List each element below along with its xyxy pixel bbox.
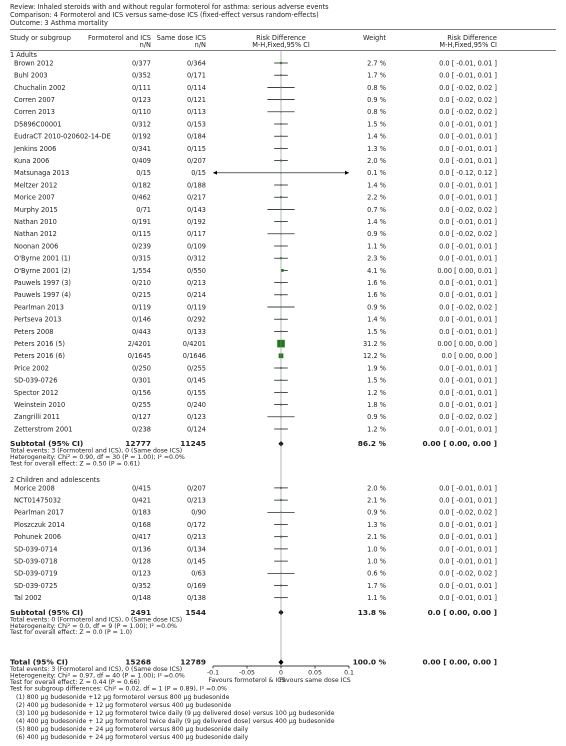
study-exp-events: 0/352 (131, 581, 151, 590)
study-exp-events: 0/341 (131, 144, 151, 153)
study-ci: 0.0 [ -0.02, 0.02 ] (439, 413, 497, 422)
study-name: EudraCT 2010-020602-14-DE (14, 132, 111, 141)
total-note: Test for overall effect: Z = 0.44 (P = 0.66) (10, 679, 140, 686)
study-ci: 0.0 [ -0.01, 0.01 ] (439, 120, 497, 129)
study-name: Zetterstrom 2001 (14, 425, 73, 434)
study-ci: 0.0 [ -0.01, 0.01 ] (439, 425, 497, 434)
study-weight: 1.1 % (367, 594, 386, 603)
study-name: Murphy 2015 (14, 205, 58, 214)
study-ci: 0.0 [ -0.01, 0.01 ] (439, 545, 497, 554)
study-ctrl-events: 0/217 (186, 193, 206, 202)
footnote-4: (4) 400 μg budesonide + 12 μg formoterol twice daily (9 μg delivered dose) versus 400 μg budesonide (16, 718, 335, 725)
study-exp-events: 0/250 (131, 364, 151, 373)
summary-ci: 0.00 [ 0.00, 0.00 ] (422, 657, 497, 667)
study-weight: 0.7 % (367, 205, 386, 214)
study-ctrl-events: 0/138 (186, 594, 206, 603)
study-ci: 0.0 [ -0.01, 0.01 ] (439, 388, 497, 397)
summary-ctrl-total: 11245 (180, 439, 206, 449)
study-name: Morice 2007 (14, 193, 55, 202)
study-weight: 2.1 % (367, 533, 386, 542)
study-weight: 1.9 % (367, 364, 386, 373)
study-ctrl-events: 0/171 (186, 71, 206, 80)
col-header-exp-n: n/N (139, 41, 151, 49)
study-ctrl-events: 0/145 (186, 557, 206, 566)
study-exp-events: 0/156 (131, 388, 151, 397)
study-exp-events: 0/191 (131, 218, 151, 226)
study-weight: 0.6 % (367, 569, 386, 578)
study-weight: 1.3 % (367, 520, 386, 529)
study-ci: 0.0 [ -0.02, 0.02 ] (439, 230, 497, 239)
summary-label: Total (95% CI) (10, 657, 68, 667)
summary-ci: 0.0 [ 0.00, 0.00 ] (427, 607, 497, 617)
study-ctrl-events: 0/213 (186, 533, 206, 542)
study-ctrl-events: 0/123 (186, 413, 206, 422)
comparison-title: Comparison: 4 Formoterol and ICS versus same-dose ICS (fixed-effect versus random-effects) (10, 11, 319, 19)
study-ctrl-events: 0/312 (186, 254, 206, 263)
footnote-3: (3) 100 μg budesonide + 12 μg formoterol twice daily (9 μg delivered dose) versus 100 μg budesonide (16, 710, 335, 717)
study-exp-events: 0/119 (131, 303, 151, 312)
study-ci: 0.0 [ -0.01, 0.01 ] (439, 157, 497, 165)
study-name: Peters 2008 (14, 327, 54, 336)
summary-exp-total: 15268 (125, 657, 151, 667)
subgroup-title: 1 Adults (10, 51, 37, 59)
study-weight: 2.0 % (367, 157, 386, 165)
study-ci: 0.0 [ -0.01, 0.01 ] (439, 71, 497, 80)
study-ci: 0.0 [ -0.02, 0.02 ] (439, 205, 497, 214)
study-exp-events: 0/352 (131, 71, 151, 80)
study-name: D5896C00001 (14, 120, 62, 129)
study-name: Price 2002 (14, 364, 49, 373)
study-ci: 0.0 [ -0.01, 0.01 ] (439, 581, 497, 590)
study-name: NCT01475032 (14, 496, 62, 505)
study-name: SD-039-0714 (14, 545, 58, 554)
study-ctrl-events: 0/172 (186, 520, 206, 529)
study-ci: 0.0 [ -0.01, 0.01 ] (439, 484, 497, 493)
study-weight: 0.8 % (367, 108, 386, 117)
study-exp-events: 0/421 (131, 496, 151, 505)
study-weight: 1.4 % (367, 181, 386, 190)
footnote-2: (2) 400 μg budesonide + 12 μg formoterol versus 400 μg budesonide (16, 702, 232, 709)
study-exp-events: 0/301 (131, 376, 151, 385)
study-name: Peters 2016 (6) (14, 352, 65, 361)
study-ctrl-events: 0/188 (186, 181, 206, 190)
summary-weight: 13.8 % (357, 607, 386, 617)
study-exp-events: 0/192 (131, 132, 151, 141)
study-ctrl-events: 0/124 (186, 425, 206, 434)
study-ctrl-events: 0/292 (186, 315, 206, 324)
study-weight: 2.3 % (367, 254, 386, 263)
study-ci: 0.0 [ -0.01, 0.01 ] (439, 376, 497, 385)
study-name: SD-039-0726 (14, 376, 58, 385)
summary-exp-total: 2491 (130, 607, 151, 617)
study-ci: 0.0 [ -0.01, 0.01 ] (439, 181, 497, 190)
study-weight: 1.2 % (367, 388, 386, 397)
study-weight: 2.1 % (367, 496, 386, 505)
subgroup-note: Total events: 3 (Formoterol and ICS), 0 (Same dose ICS) (10, 447, 183, 455)
study-exp-events: 0/417 (131, 533, 151, 542)
study-ci: 0.0 [ -0.01, 0.01 ] (439, 218, 497, 226)
col-header-rd: Risk Difference (256, 34, 306, 42)
study-name: O'Byrne 2001 (2) (14, 266, 71, 275)
study-name: Matsunaga 2013 (14, 169, 70, 178)
study-weight: 0.1 % (367, 169, 386, 178)
study-name: SD-039-0725 (14, 581, 58, 590)
col-header-exp: Formoterol and ICS (87, 34, 151, 42)
study-ctrl-events: 0/364 (186, 59, 206, 68)
study-exp-events: 0/127 (131, 413, 151, 422)
study-weight: 2.7 % (367, 59, 386, 68)
study-ci: 0.0 [ -0.01, 0.01 ] (439, 557, 497, 566)
study-weight: 4.1 % (367, 266, 386, 275)
study-name: Spector 2012 (14, 388, 59, 397)
study-weight: 1.5 % (367, 327, 386, 336)
study-name: SD-039-0718 (14, 557, 58, 566)
study-weight: 1.3 % (367, 144, 386, 153)
study-ci: 0.0 [ -0.01, 0.01 ] (439, 520, 497, 529)
study-weight: 1.4 % (367, 315, 386, 324)
study-weight: 1.4 % (367, 132, 386, 141)
study-ci: 0.0 [ -0.01, 0.01 ] (439, 533, 497, 542)
study-ci: 0.0 [ 0.00, 0.00 ] (441, 352, 497, 361)
study-ctrl-events: 0/145 (186, 376, 206, 385)
study-ctrl-events: 0/255 (186, 364, 206, 373)
study-ctrl-events: 0/207 (186, 157, 206, 165)
study-weight: 0.9 % (367, 96, 386, 104)
study-ctrl-events: 0/207 (186, 484, 206, 493)
study-exp-events: 2/4201 (127, 340, 151, 348)
study-exp-events: 0/215 (131, 291, 151, 300)
study-name: Pauwels 1997 (4) (14, 291, 71, 300)
study-name: Morice 2008 (14, 484, 55, 493)
study-ci: 0.0 [ -0.02, 0.02 ] (439, 508, 497, 517)
col-header-weight: Weight (363, 34, 386, 42)
study-ci: 0.0 [ -0.02, 0.02 ] (439, 83, 497, 92)
study-exp-events: 0/312 (131, 120, 151, 129)
study-weight: 0.8 % (367, 83, 386, 92)
study-name: SD-039-0719 (14, 569, 58, 578)
study-ci: 0.0 [ -0.01, 0.01 ] (439, 242, 497, 251)
study-name: Brown 2012 (14, 59, 54, 68)
study-ci: 0.0 [ -0.01, 0.01 ] (439, 401, 497, 409)
study-ctrl-events: 0/213 (186, 496, 206, 505)
study-name: Corren 2013 (14, 108, 55, 117)
study-ctrl-events: 0/113 (186, 108, 206, 117)
study-exp-events: 0/123 (131, 569, 151, 578)
study-ci: 0.0 [ -0.01, 0.01 ] (439, 364, 497, 373)
study-ci: 0.0 [ -0.01, 0.01 ] (439, 279, 497, 287)
study-exp-events: 0/255 (131, 401, 151, 409)
study-ctrl-events: 0/240 (186, 401, 206, 409)
study-name: Corren 2007 (14, 96, 55, 104)
col-header-rd-method: M-H,Fixed,95% CI (252, 41, 310, 49)
study-name: Pearlman 2017 (14, 508, 64, 517)
study-ctrl-events: 0/213 (186, 279, 206, 287)
study-name: Tal 2002 (14, 594, 42, 603)
footnote-1: (1) 800 μg budesonide +12 μg formoterol versus 800 μg budesonide (16, 694, 230, 701)
study-effect-marker (281, 269, 284, 272)
study-exp-events: 0/15 (136, 169, 151, 178)
study-exp-events: 0/146 (131, 315, 151, 324)
col-header-study: Study or subgroup (10, 34, 71, 42)
ci-arrow-left (213, 171, 217, 175)
study-weight: 1.0 % (367, 545, 386, 554)
study-ctrl-events: 0/117 (186, 230, 206, 239)
summary-label: Subtotal (95% CI) (10, 439, 84, 449)
study-ci: 0.0 [ -0.01, 0.01 ] (439, 594, 497, 603)
study-ctrl-events: 0/143 (186, 205, 206, 214)
summary-weight: 86.2 % (357, 439, 386, 449)
study-name: Pertseva 2013 (14, 315, 62, 324)
study-name: O'Byrne 2001 (1) (14, 254, 71, 263)
study-ctrl-events: 0/114 (186, 83, 206, 92)
study-ctrl-events: 0/134 (186, 545, 206, 554)
study-ctrl-events: 0/119 (186, 303, 206, 312)
subgroup-note: Heterogeneity: Chi² = 0.90, df = 30 (P = 1.00); I² =0.0% (10, 454, 185, 462)
study-weight: 1.6 % (367, 291, 386, 300)
summary-ctrl-total: 12789 (180, 657, 206, 667)
summary-diamond (279, 659, 284, 665)
summary-weight: 100.0 % (352, 657, 386, 667)
study-name: Noonan 2006 (14, 242, 59, 251)
study-exp-events: 0/183 (131, 508, 151, 517)
study-weight: 0.9 % (367, 508, 386, 517)
study-name: Buhl 2003 (14, 71, 48, 80)
study-name: Ploszczuk 2014 (14, 520, 65, 529)
study-exp-events: 1/554 (131, 266, 151, 275)
study-weight: 1.0 % (367, 557, 386, 566)
x-axis-tick-label: 0 (279, 669, 283, 677)
study-name: Weinstein 2010 (14, 401, 66, 409)
study-exp-events: 0/238 (131, 425, 151, 434)
study-name: Nathan 2010 (14, 218, 57, 226)
review-title: Review: Inhaled steroids with and without regular formoterol for asthma: serious adverse events (10, 3, 329, 11)
study-ci: 0.0 [ -0.01, 0.01 ] (439, 144, 497, 153)
study-ci: 0.0 [ -0.02, 0.02 ] (439, 303, 497, 312)
study-ci: 0.0 [ -0.12, 0.12 ] (439, 169, 497, 178)
study-weight: 1.5 % (367, 376, 386, 385)
study-ci: 0.0 [ -0.02, 0.02 ] (439, 569, 497, 578)
study-weight: 0.9 % (367, 230, 386, 239)
subgroup-note: Test for overall effect: Z = 0.0 (P = 1.0) (10, 629, 133, 637)
total-note: Test for subgroup differences: Chi² = 0.02, df = 1 (P = 0.89), I² =0.0% (10, 685, 227, 693)
study-weight: 1.7 % (367, 71, 386, 80)
study-name: Pohunek 2006 (14, 533, 62, 542)
study-exp-events: 0/1645 (127, 352, 151, 361)
study-ci: 0.0 [ -0.01, 0.01 ] (439, 496, 497, 505)
study-exp-events: 0/71 (136, 205, 151, 214)
col-header-rd-right-method: M-H,Fixed,95% CI (439, 41, 497, 49)
study-name: Pauwels 1997 (3) (14, 279, 71, 287)
study-weight: 31.2 % (362, 340, 386, 348)
study-exp-events: 0/110 (131, 108, 151, 117)
study-name: Nathan 2012 (14, 230, 57, 239)
study-exp-events: 0/210 (131, 279, 151, 287)
total-note: Heterogeneity: Chi² = 0.97, df = 40 (P = 1.00); I² =0.0% (10, 672, 185, 680)
study-ctrl-events: 0/1646 (182, 352, 206, 361)
study-exp-events: 0/182 (131, 181, 151, 190)
study-ctrl-events: 0/192 (186, 218, 206, 226)
summary-label: Subtotal (95% CI) (10, 607, 84, 617)
study-weight: 1.5 % (367, 120, 386, 129)
study-name: Kuna 2006 (14, 157, 50, 165)
col-header-rd-right: Risk Difference (447, 34, 497, 42)
study-exp-events: 0/443 (131, 327, 151, 336)
study-weight: 1.8 % (367, 401, 386, 409)
study-weight: 2.0 % (367, 484, 386, 493)
footnote-5: (5) 800 μg budesonide + 24 μg formoterol versus 800 μg budesonide daily (16, 726, 249, 733)
study-ctrl-events: 0/109 (186, 242, 206, 251)
study-exp-events: 0/415 (131, 484, 151, 493)
subgroup-note: Heterogeneity: Chi² = 0.0, df = 9 (P = 1.00); I² =0.0% (10, 622, 177, 630)
study-exp-events: 0/239 (131, 242, 151, 251)
study-exp-events: 0/128 (131, 557, 151, 566)
study-exp-events: 0/111 (131, 83, 151, 92)
col-header-ctrl: Same dose ICS (156, 34, 206, 42)
summary-exp-total: 12777 (125, 439, 151, 449)
study-ctrl-events: 0/214 (186, 291, 206, 300)
study-ci: 0.0 [ -0.01, 0.01 ] (439, 132, 497, 141)
study-weight: 2.2 % (367, 193, 386, 202)
study-exp-events: 0/315 (131, 254, 151, 263)
study-ctrl-events: 0/90 (191, 508, 206, 517)
study-ctrl-events: 0/550 (186, 266, 206, 275)
study-ctrl-events: 0/15 (191, 169, 206, 178)
study-exp-events: 0/115 (131, 230, 151, 239)
favours-left-label: Favours formoterol & ICS (208, 677, 286, 684)
footnote-6: (6) 400 μg budesonide + 24 μg formoterol versus 400 μg budesonide daily (16, 734, 249, 741)
study-name: Zangrilli 2011 (14, 413, 60, 422)
study-exp-events: 0/148 (131, 594, 151, 603)
study-exp-events: 0/123 (131, 96, 151, 104)
ci-arrow-right (345, 171, 349, 175)
study-exp-events: 0/168 (131, 520, 151, 529)
study-ctrl-events: 0/153 (186, 120, 206, 129)
study-weight: 1.7 % (367, 581, 386, 590)
summary-ctrl-total: 1544 (185, 607, 206, 617)
study-exp-events: 0/462 (131, 193, 151, 202)
study-ctrl-events: 0/133 (186, 327, 206, 336)
study-ci: 0.00 [ 0.00, 0.00 ] (437, 340, 497, 348)
study-weight: 1.6 % (367, 279, 386, 287)
study-exp-events: 0/136 (131, 545, 151, 554)
study-weight: 0.9 % (367, 413, 386, 422)
study-ctrl-events: 0/115 (186, 144, 206, 153)
study-ctrl-events: 0/169 (186, 581, 206, 590)
study-ci: 0.0 [ -0.01, 0.01 ] (439, 291, 497, 300)
study-ctrl-events: 0/63 (191, 569, 206, 578)
study-ci: 0.0 [ -0.01, 0.01 ] (439, 59, 497, 68)
study-weight: 1.1 % (367, 242, 386, 251)
total-note: Total events: 3 (Formoterol and ICS), 0 (Same dose ICS) (10, 666, 183, 674)
study-name: Chuchalin 2002 (14, 83, 66, 92)
study-ci: 0.0 [ -0.01, 0.01 ] (439, 327, 497, 336)
subgroup-note: Test for overall effect: Z = 0.50 (P = 0.61) (10, 460, 140, 468)
favours-right-label: Favours same dose ICS (279, 677, 351, 684)
study-ci: 0.0 [ -0.02, 0.02 ] (439, 96, 497, 104)
study-ctrl-events: 0/4201 (182, 340, 206, 348)
study-weight: 0.9 % (367, 303, 386, 312)
study-ctrl-events: 0/184 (186, 132, 206, 141)
summary-ci: 0.00 [ 0.00, 0.00 ] (422, 439, 497, 449)
study-ctrl-events: 0/121 (186, 96, 206, 104)
study-name: Peters 2016 (5) (14, 340, 65, 348)
x-axis-tick-label: 0.1 (344, 669, 354, 677)
study-ci: 0.0 [ -0.01, 0.01 ] (439, 315, 497, 324)
study-name: Pearlman 2013 (14, 303, 64, 312)
study-ci: 0.0 [ -0.01, 0.01 ] (439, 254, 497, 263)
x-axis-tick-label: -0.1 (206, 669, 220, 677)
study-weight: 12.2 % (362, 352, 386, 361)
subgroup-title: 2 Children and adolescents (10, 475, 100, 484)
x-axis-tick-label: 0.05 (308, 669, 322, 677)
study-exp-events: 0/409 (131, 157, 151, 165)
x-axis-tick-label: -0.05 (238, 669, 256, 677)
study-ctrl-events: 0/155 (186, 388, 206, 397)
col-header-ctrl-n: n/N (194, 41, 206, 49)
study-ci: 0.0 [ -0.02, 0.02 ] (439, 108, 497, 117)
subgroup-note: Total events: 0 (Formoterol and ICS), 0 (Same dose ICS) (10, 616, 183, 624)
study-name: Jenkins 2006 (14, 144, 57, 153)
study-ci: 0.00 [ 0.00, 0.01 ] (437, 266, 497, 275)
study-exp-events: 0/377 (131, 59, 151, 68)
study-name: Meltzer 2012 (14, 181, 58, 190)
outcome-title: Outcome: 3 Asthma mortality (10, 19, 108, 27)
study-ci: 0.0 [ -0.01, 0.01 ] (439, 193, 497, 202)
study-weight: 1.4 % (367, 218, 386, 226)
study-weight: 1.2 % (367, 425, 386, 434)
